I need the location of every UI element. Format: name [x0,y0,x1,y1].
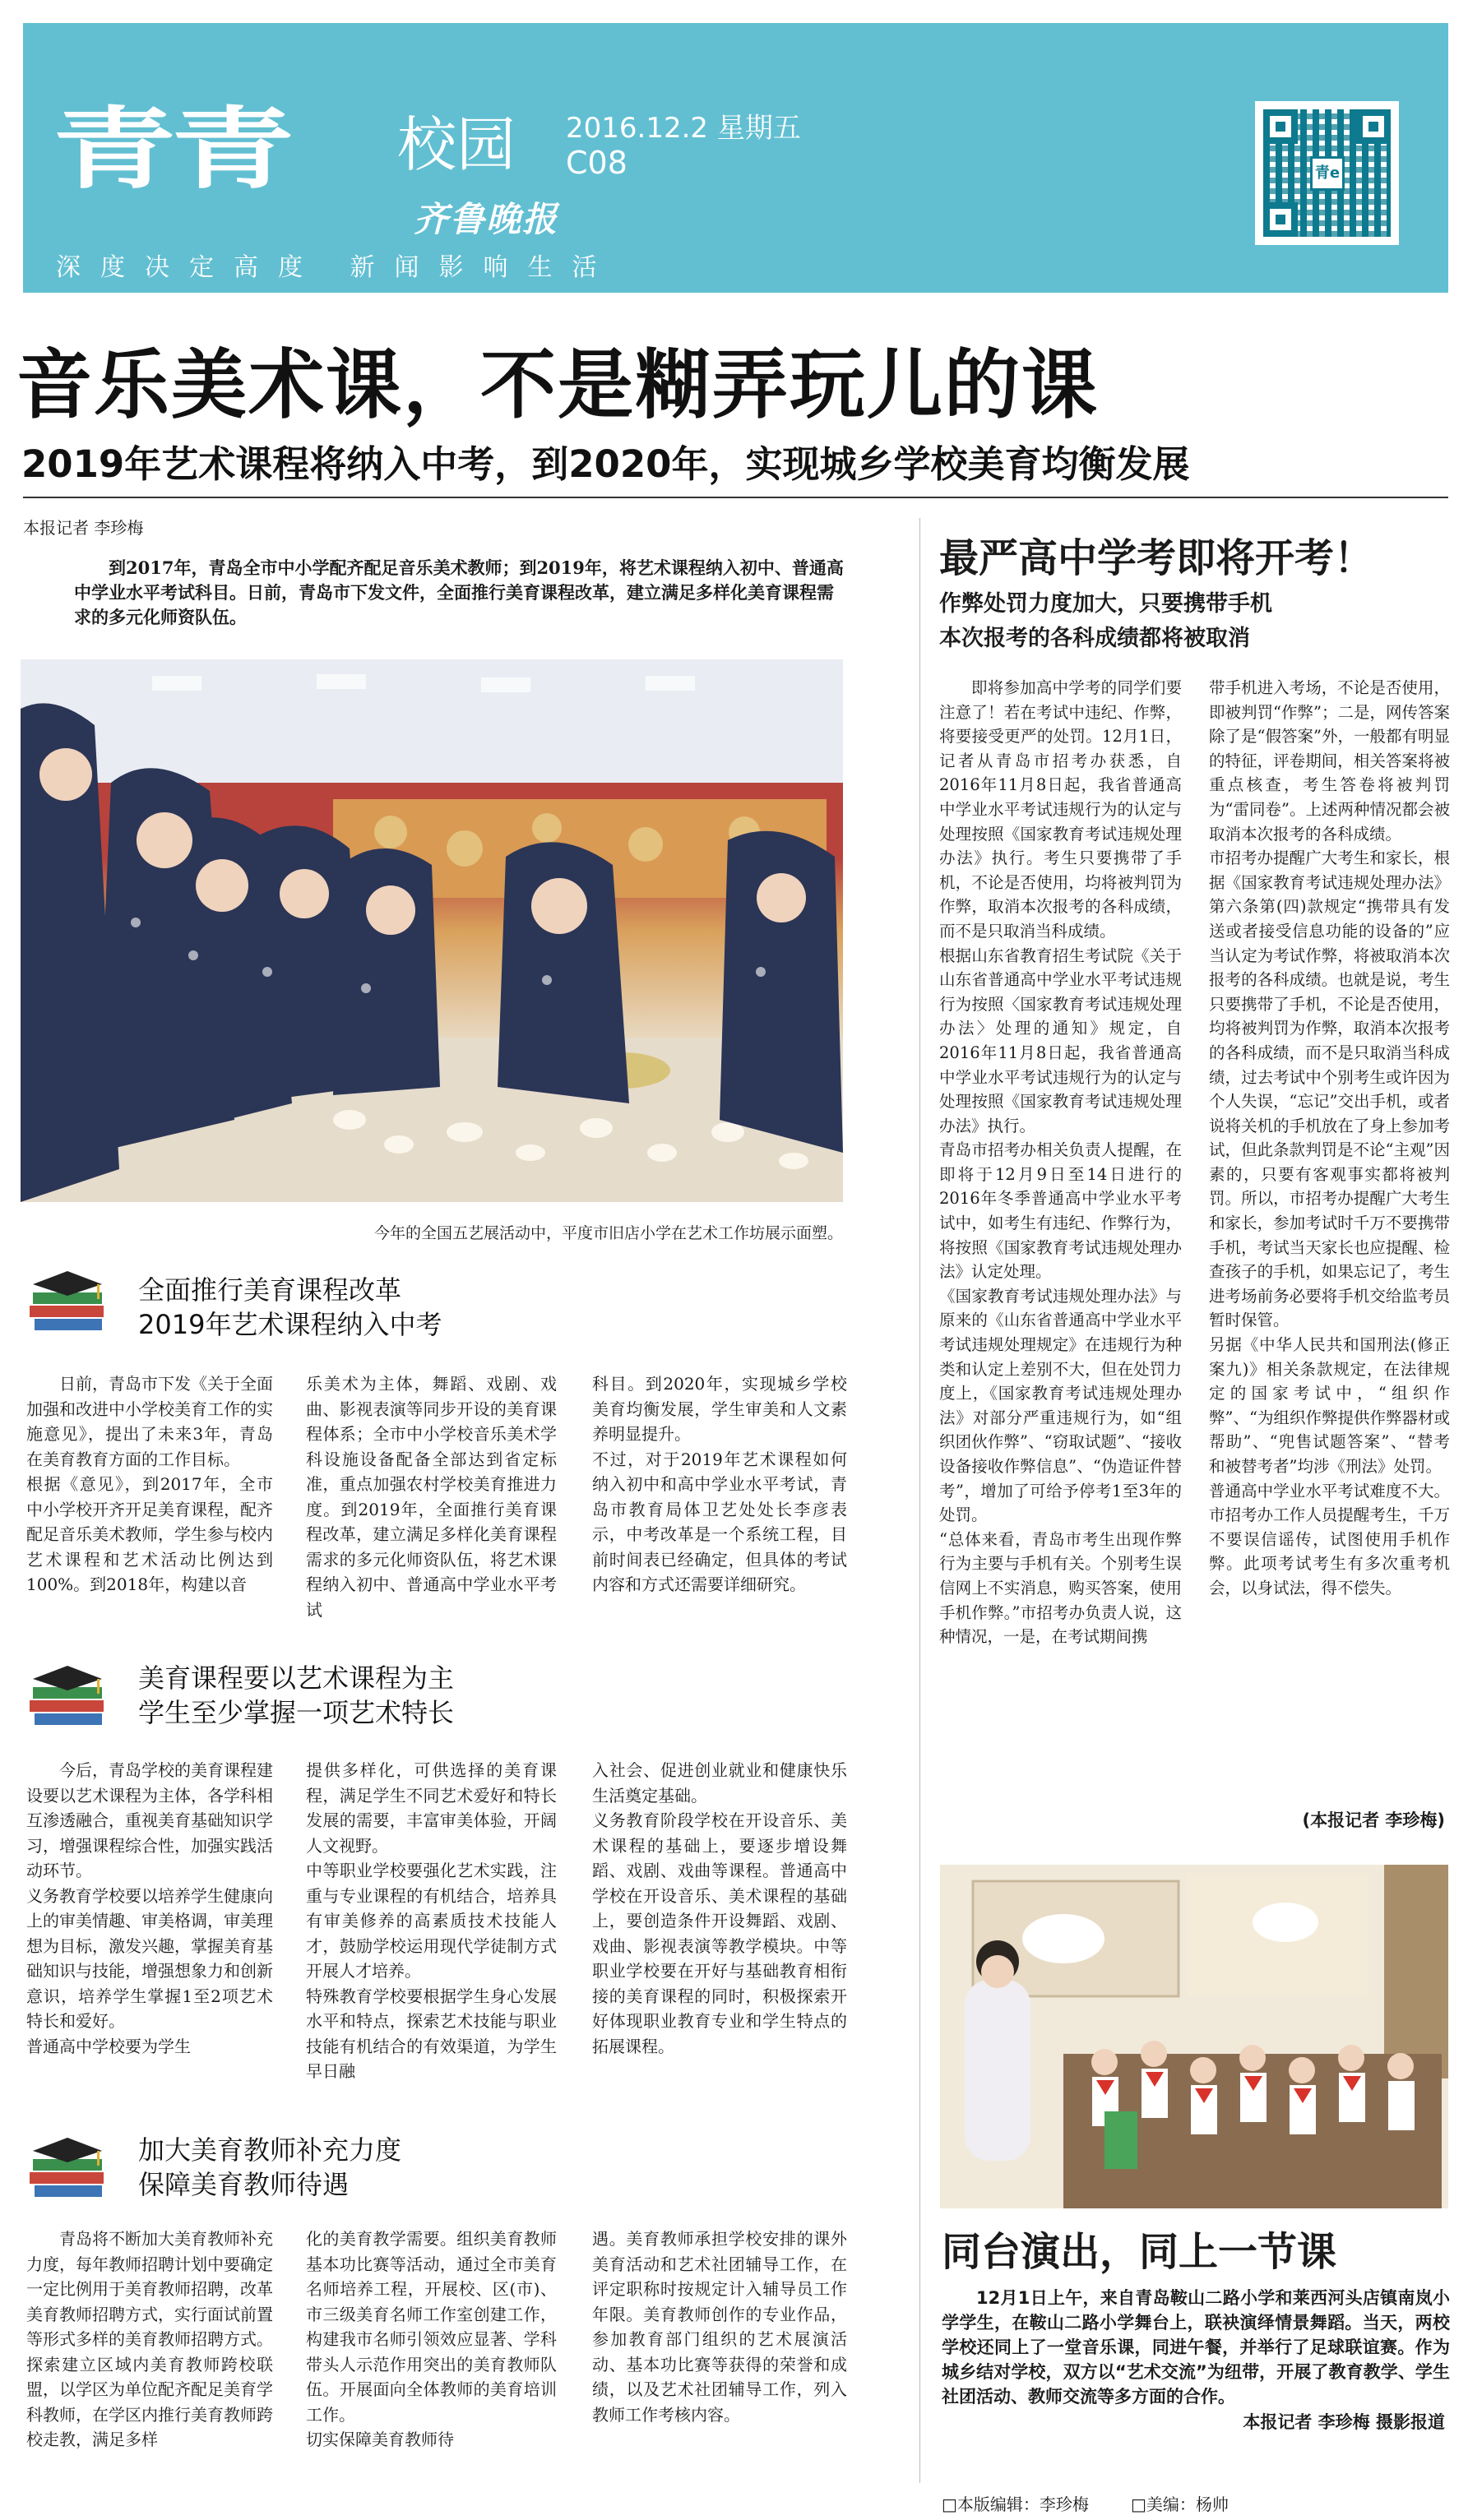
bottom-story-signature: 本报记者 李珍梅 摄影报道 [1243,2412,1445,2432]
main-subheadline: 2019年艺术课程将纳入中考，到2020年，实现城乡学校美育均衡发展 [21,442,1190,486]
section-2-column-3: 入社会、促进创业就业和健康快乐生活奠定基础。 义务教育阶段学校在开设音乐、美术课程的基础上，要逐步增设舞蹈、戏剧、戏曲等课程。普通高中学校在开设音乐、美术课程的基础上，要创造条件开设舞蹈、戏剧、戏曲、影视表演等教学模块。中等职业学校要在开好与基础教育相衔接的美育课程的同时，积极探索开好体现职业教育专业和学生特点的拓展课程。 [592,1760,847,2056]
masthead-slogan: 深度决定高度 新闻影响生活 [56,253,617,282]
section-3-column-1: 青岛将不断加大美育教师补充力度，每年教师招聘计划中要确定一定比例用于美育教师招聘，改革美育教师招聘方式，实行面试前置等形式多样的美育教师招聘方式。探索建立区域内美育教师跨校联盟，以学区为单位配齐配足美育学科教师，在学区内推行美育教师跨校走教，满足多样 [26,2229,273,2449]
photo-music-class [940,1865,1448,2208]
main-headline: 音乐美术课，不是糊弄玩儿的课 [16,341,1100,429]
masthead [23,23,1448,293]
bottom-story-text: 12月1日上午，来自青岛鞍山二路小学和莱西河头店镇南岚小学学生，在鞍山二路小学舞台上，联袂演绎情景舞蹈。当天，两校学校还同上了一堂音乐课，同进午餐，并举行了足球联谊赛。作为城乡结对学校，双方以“艺术交流”为纽带，开展了教育教学、学生社团活动、教师交流等多方面的合作。 [942,2288,1450,2407]
column-divider [919,518,920,2483]
qr-code-icon[interactable] [1255,101,1399,245]
issue-date: 2016.12.2 星期五 [566,112,801,145]
qr-logo: 青e [1310,156,1345,191]
section-2-column-2: 提供多样化，可供选择的美育课程，满足学生不同艺术爱好和特长发展的需要，丰富审美体验，开阔人文视野。 中等职业学校要强化艺术实践，注重与专业课程的有机结合，培养具有审美修养的高素质技术技能人才，鼓励学校运用现代学徒制方式开展人才培养。 特殊教育学校要根据学生身心发展水平和特点，探索艺术技能与职业技能有机结合的有效渠道，为学生早日融 [306,1760,557,2081]
books-icon [26,1268,109,1335]
section-heading-2: 美育课程要以艺术课程为主 学生至少掌握一项艺术特长 [138,1662,455,1728]
right-story-column-2: 带手机进入考场，不论是否使用，即被判罚“作弊”；二是，网传答案除了是“假答案”外，一般都有明显的特征，评卷期间，相关答案将被重点核查，考生答卷将被判罚为“雷同卷”。上述两种情况都会被取消本次报考的各科成绩。 市招考办提醒广大考生和家长，根据《国家教育考试违规处理办法》第六条第(四)款规定“携带具有发送或者接受信息功能的设备的”应当认定为考试作弊，将被取消本次报考的各科成绩。也就是说，考生只要携带了手机，不论是否使用，均将被判罚为作弊，取消本次报考的各科成绩，而不是只取消当科成绩，过去考试中个别考生或许因为个人失误，“忘记”交出手机，或者说将关机的手机放在了身上参加考试，但此条款判罚是不论“主观”因素的，只要有客观事实都将被判罚。所以，市招考办提醒广大考生和家长，参加考试时千万不要携带手机，考试当天家长也应提醒、检查孩子的手机，如果忘记了，考生进考场前务必要将手机交给监考员暂时保管。 另据《中华人民共和国刑法(修正案九)》相关条款规定，在法律规定的国家考试中，“组织作弊”、“为组织作弊提供作弊器材或帮助”、“兜售试题答案”、“替考和被替考者”均涉《刑法》处罚。 普通高中学业水平考试难度不大。市招考办工作人员提醒考生，千万不要误信谣传，试图使用手机作弊。此项考试考生有多次重考机会，以身试法，得不偿失。 [1209,678,1450,1598]
page-editor-credit: □本版编辑：李珍梅 [942,2495,1089,2514]
books-icon [26,1662,109,1730]
right-subheadline-1: 作弊处罚力度加大，只要携带手机 [939,591,1272,617]
right-story-signature: (本报记者 李珍梅) [1302,1810,1445,1830]
masthead-title: 青青 [53,98,290,201]
page-designer-credit: □美编：杨帅 [1131,2495,1229,2514]
right-subheadline-2: 本次报考的各科成绩都将被取消 [939,626,1250,651]
right-headline: 最严高中学考即将开考！ [939,535,1374,581]
section-3-column-3: 遇。美育教师承担学校安排的课外美育活动和艺术社团辅导工作，在评定职称时按规定计入辅导员工作年限。美育教师创作的专业作品，参加教育部门组织的艺术展演活动、基本功比赛等获得的荣誉和成绩，以及艺术社团辅导工作，列入教师工作考核内容。 [592,2229,847,2425]
main-byline: 本报记者 李珍梅 [23,518,144,538]
edition-number: C08 [566,145,627,181]
masthead-section-name: 校园 [397,110,516,179]
books-icon [26,2134,109,2202]
bottom-headline: 同台演出，同上一节课 [942,2229,1337,2275]
section-3-column-2: 化的美育教学需要。组织美育教师基本功比赛等活动，通过全市美育名师培养工程，开展校、区(市)、市三级美育名师工作室创建工作，构建我市名师引领效应显著、学科带头人示范作用突出的美育教师队伍。开展面向全体教师的美育培训工作。 切实保障美育教师待 [306,2229,557,2449]
right-story-column-1: 即将参加高中学考的同学们要注意了！若在考试中违纪、作弊，将要接受更严的处罚。12月1日，记者从青岛市招考办获悉，自2016年11月8日起，我省普通高中学业水平考试违规行为的认定与处理按照《国家教育考试违规处理办法》执行。考生只要携带了手机，不论是否使用，均将被判罚为作弊，取消本次报考的各科成绩，而不是只取消当科成绩。 根据山东省教育招生考试院《关于山东省普通高中学业水平考试违规行为按照〈国家教育考试违规处理办法〉处理的通知》规定，自2016年11月8日起，我省普通高中学业水平考试违规行为的认定与处理按照《国家教育考试违规处理办法》执行。 青岛市招考办相关负责人提醒，在即将于12月9日至14日进行的2016年冬季普通高中学业水平考试中，如考生有违纪、作弊行为，将按照《国家教育考试违规处理办法》认定处理。 《国家教育考试违规处理办法》与原来的《山东省普通高中学业水平考试违规处理规定》在违规行为种类和认定上差别不大，但在处罚力度上，《国家教育考试违规处理办法》对部分严重违规行为，如“组织团伙作弊”、“窃取试题”、“接收设备接收作弊信息”、“伪造证件替考”，增加了可给予停考1至3年的处罚。 “总体来看，青岛市考生出现作弊行为主要与手机有关。个别考生误信网上不实消息，购买答案，使用手机作弊。”市招考办负责人说，这种情况，一是，在考试期间携 [939,678,1182,1647]
section-1-column-1: 日前，青岛市下发《关于全面加强和改进中小学校美育工作的实施意见》，提出了未来3年，青岛在美育教育方面的工作目标。 根据《意见》，到2017年，全市中小学校开齐开足美育课程，配齐配足音乐美术教师，学生参与校内艺术课程和艺术活动比例达到100%。到2018年，构建以音 [26,1374,273,1594]
divider [23,497,1448,498]
section-1-column-3: 科目。到2020年，实现城乡学校美育均衡发展，学生审美和人文素养明显提升。 不过，对于2019年艺术课程如何纳入初中和高中学业水平考试，青岛市教育局体卫艺处处长李彦表示，中考改革是一个系统工程，目前时间表已经确定，但具体的考试内容和方式还需要详细研究。 [592,1374,847,1594]
section-heading-3: 加大美育教师补充力度 保障美育教师待遇 [138,2134,402,2200]
main-lead: 到2017年，青岛全市中小学配齐配足音乐美术教师；到2019年，将艺术课程纳入初中、普通高中学业水平考试科目。日前，青岛市下发文件，全面推行美育课程改革，建立满足多样化美育课程需求的多元化师资队伍。 [74,557,844,627]
section-heading-1: 全面推行美育课程改革 2019年艺术课程纳入中考 [138,1274,442,1340]
photo-dough-sculpture [21,659,843,1202]
newspaper-logo: 齐鲁晚报 [414,199,559,239]
section-1-column-2: 乐美术为主体，舞蹈、戏剧、戏曲、影视表演等同步开设的美育课程体系；全市中小学校音乐美术学科设施设备配备全部达到省定标准，重点加强农村学校美育推进力度。到2019年，全面推行美育课程改革，建立满足多样化美育课程需求的多元化师资队伍，将艺术课程纳入初中、普通高中学业水平考试 [306,1374,557,1620]
photo-caption: 今年的全国五艺展活动中，平度市旧店小学在艺术工作坊展示面塑。 [373,1224,843,1242]
section-2-column-1: 今后，青岛学校的美育课程建设要以艺术课程为主体，各学科相互渗透融合，重视美育基础知识学习，增强课程综合性，加强实践活动环节。 义务教育学校要以培养学生健康向上的审美情趣、审美格调，审美理想为目标，激发兴趣，掌握美育基础知识与技能，增强想象力和创新意识，培养学生掌握1至2项艺术特长和爱好。 普通高中学校要为学生 [26,1760,273,2056]
